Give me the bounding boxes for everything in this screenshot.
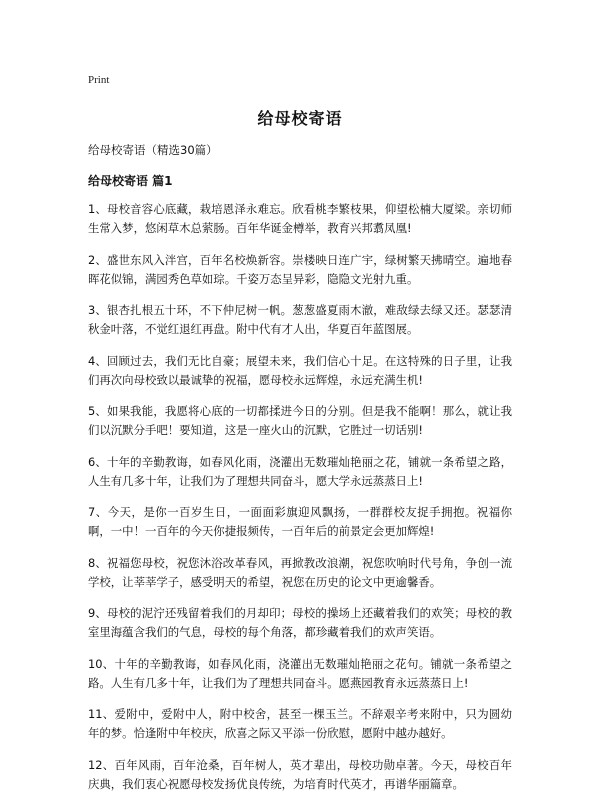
paragraph-2: 2、盛世东风入泮宫，百年名校焕新容。崇楼映日连广宇，绿树繁天拂晴空。遍地春晖花似锦，满园秀色草如琮。千姿万态呈异彩，隐隐文光射九重。 <box>88 252 512 286</box>
paragraph-10: 10、十年的辛勤教诲，如春风化雨，浇灌出无数璀灿艳丽之花句。铺就一条希望之路。人生有几多十年，让我们为了理想共同奋斗。愿燕园教育永远蒸蒸日上! <box>88 656 512 690</box>
paragraph-11: 11、爱附中，爱附中人，附中校舍，甚至一棵玉兰。不辞艰辛考来附中，只为圆幼年的梦。恰逢附中年校庆，欣喜之际又平添一份欣慰，愿附中越办越好。 <box>88 707 512 740</box>
paragraph-6: 6、十年的辛勤教诲，如春风化雨，浇灌出无数璀灿艳丽之花，铺就一条希望之路，人生有几多十年，让我们为了理想共同奋斗，愿大学永远蒸蒸日上! <box>88 454 512 488</box>
paragraph-4: 4、回顾过去，我们无比自豪；展望未来，我们信心十足。在这特殊的日子里，让我们再次向母校致以最诚挚的祝福，愿母校永远辉煌，永远充满生机! <box>88 353 512 387</box>
section-heading: 给母校寄语 篇1 <box>88 174 173 188</box>
paragraph-3: 3、银杏扎根五十环，不下仲尼树一帆。葱葱盛夏雨木澈，难敌绿去绿又还。瑟瑟清秋金叶落，不觉红退红再盘。附中代有才人出，华夏百年蓝图展。 <box>88 303 512 336</box>
paragraph-list <box>88 200 512 794</box>
paragraph-9: 9、母校的泥泞还残留着我们的月却印；母校的操场上还藏着我们的欢笑；母校的教室里海蕴含我们的气息，母校的每个角落，都珍藏着我们的欢声笑语。 <box>88 606 512 639</box>
print-link[interactable]: Print <box>88 74 110 86</box>
paragraph-8: 8、祝福您母校，祝您沐浴改革春风，再掀教改浪潮，祝您吹响时代号角，争创一流学校，让莘莘学子，感受明天的希望，祝您在历史的论文中更逾馨香。 <box>88 555 512 589</box>
paragraph-12: 12、百年风雨，百年沧桑，百年树人，英才辈出，母校功勋卓著。今天，母校百年庆典，我们衷心祝愿母校发扬优良传统，为培育时代英才，再谱华丽篇章。 <box>88 757 512 791</box>
page-title: 给母校寄语 <box>257 109 343 128</box>
document-subtitle: 给母校寄语（精选30篇） <box>88 143 218 157</box>
paragraph-7: 7、今天，是你一百岁生日，一面面彩旗迎风飘扬，一群群校友捉手拥抱。祝福你啊，一中！一百年的今天你捷报频传，一百年后的前景定会更加辉煌! <box>88 505 512 538</box>
paragraph-1: 1、母校音容心底藏，栽培恩泽永难忘。欣看桃李繁枝果，仰望松楠大厦梁。亲切师生常入梦，悠闲草木总萦肠。百年华诞金樽举，教育兴邦翥凤凰! <box>88 202 512 235</box>
paragraph-5: 5、如果我能，我愿将心底的一切都揉进今日的分别。但是我不能啊！那么，就让我们以沉默分手吧！要知道，这是一座火山的沉默，它胜过一切话别! <box>88 404 512 437</box>
